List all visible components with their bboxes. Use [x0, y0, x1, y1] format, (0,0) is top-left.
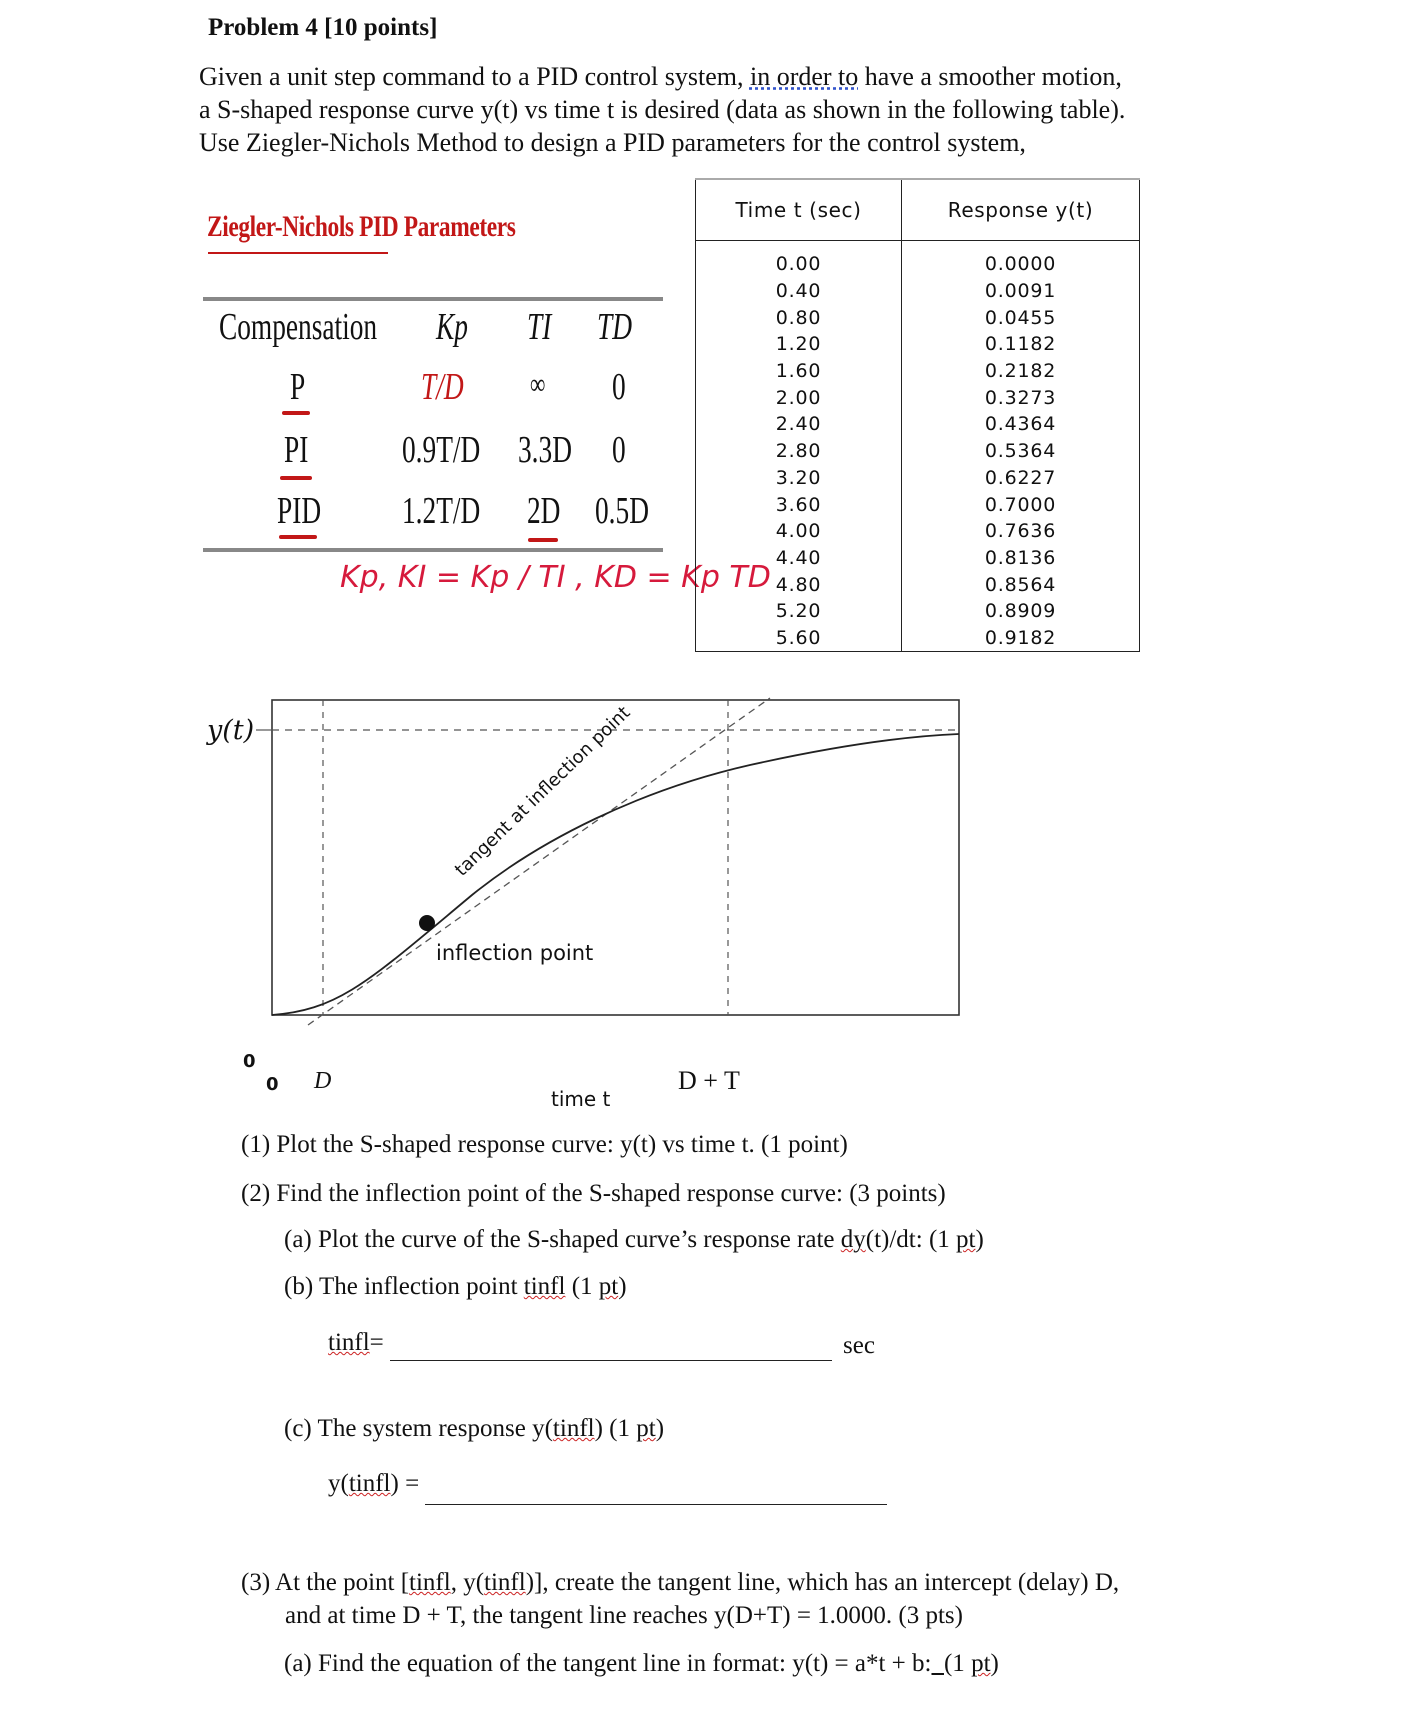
col-header-response: Response y(t) [902, 179, 1140, 241]
question-1: (1) Plot the S-shaped response curve: y(t) vs time t. (1 point) [241, 1131, 848, 1158]
time-cell: 1.20 [696, 331, 902, 358]
question-3-line1: (3) At the point [tinfl, y(tinfl)], create the tangent line, which has an intercept (delay) D, [241, 1569, 1120, 1596]
table-row [696, 598, 1140, 625]
time-cell: 4.80 [696, 571, 902, 598]
intro-line-3: Use Ziegler-Nichols Method to design a PID parameters for the control system, [199, 128, 1026, 157]
intro-line-1: Given a unit step command to a PID control system, in order to have a smoother motion, [199, 62, 1122, 91]
time-cell: 5.60 [696, 625, 902, 652]
s-curve [272, 734, 959, 1015]
zn-2d-underline [528, 538, 558, 542]
x-d-label: D [314, 1068, 332, 1094]
x-zero-label: 0 [266, 1074, 279, 1095]
response-cell: 0.1182 [902, 331, 1140, 358]
zn-header-kp: Kp [436, 306, 468, 348]
zn-row-p-ti: ∞ [530, 368, 546, 401]
time-cell: 4.00 [696, 518, 902, 545]
question-2c: (c) The system response y(tinfl) (1 pt) [284, 1415, 665, 1442]
s-curve-graph [190, 690, 980, 1110]
time-cell: 0.80 [696, 304, 902, 331]
table-row [696, 625, 1140, 652]
col-header-time: Time t (sec) [696, 179, 902, 241]
question-3a: (a) Find the equation of the tangent line in format: y(t) = a*t + b: (1 pt) [284, 1650, 999, 1677]
table-row [696, 411, 1140, 438]
response-cell: 0.0000 [902, 241, 1140, 278]
table-row [696, 545, 1140, 572]
zn-title-underline [208, 252, 388, 254]
table-row [696, 571, 1140, 598]
time-cell: 2.00 [696, 384, 902, 411]
time-cell: 0.00 [696, 241, 902, 278]
tangent-line [308, 698, 770, 1025]
question-2a: (a) Plot the curve of the S-shaped curve’s response rate dy(t)/dt: (1 pt) [284, 1226, 984, 1253]
response-cell: 0.8909 [902, 598, 1140, 625]
zn-row-pid-td: 0.5D [595, 490, 649, 532]
zn-table-title: Ziegler-Nichols PID Parameters [207, 210, 516, 243]
question-2b: (b) The inflection point tinfl (1 pt) [284, 1273, 627, 1300]
time-cell: 3.20 [696, 465, 902, 492]
response-cell: 0.0455 [902, 304, 1140, 331]
table-row [696, 438, 1140, 465]
table-row [696, 518, 1140, 545]
response-data-table [695, 178, 1140, 652]
time-cell: 2.40 [696, 411, 902, 438]
x-axis-label: time t [551, 1087, 611, 1111]
zn-row-pi-ti: 3.3D [518, 429, 572, 471]
ytinfl-answer-label: y(tinfl) = [328, 1470, 420, 1497]
zn-bottom-rule [203, 548, 663, 552]
response-cell: 0.0091 [902, 278, 1140, 305]
y-zero-label: 0 [243, 1051, 256, 1072]
time-cell: 3.60 [696, 491, 902, 518]
zn-row-pi-td: 0 [612, 429, 626, 471]
inflection-label: inflection point [436, 941, 594, 965]
response-cell: 0.7000 [902, 491, 1140, 518]
table-row [696, 358, 1140, 385]
zn-row-pi-kp: 0.9T/D [402, 429, 481, 471]
zn-pi-underline [280, 476, 312, 480]
zn-row-p-comp: P [290, 366, 306, 408]
zn-row-pi-comp: PI [284, 429, 309, 471]
table-row [696, 491, 1140, 518]
question-3-line2: and at time D + T, the tangent line reaches y(D+T) = 1.0000. (3 pts) [285, 1602, 963, 1629]
zn-row-p-td: 0 [612, 366, 626, 408]
zn-pid-underline [279, 535, 317, 539]
intro-line-2: a S-shaped response curve y(t) vs time t is desired (data as shown in the following table). [199, 95, 1126, 124]
zn-row-pid-comp: PID [277, 490, 322, 532]
zn-header-ti: TI [527, 306, 552, 348]
response-cell: 0.4364 [902, 411, 1140, 438]
time-cell: 2.80 [696, 438, 902, 465]
tangent-label: tangent at inflection point [450, 702, 635, 881]
tinfl-answer-label: tinfl= [328, 1329, 384, 1356]
time-cell: 4.40 [696, 545, 902, 572]
problem-intro [199, 60, 1379, 159]
response-cell: 0.8564 [902, 571, 1140, 598]
zn-row-pid-kp: 1.2T/D [402, 490, 481, 532]
table-row [696, 331, 1140, 358]
zn-row-p-kp: T/D [421, 366, 464, 408]
table-row [696, 241, 1140, 278]
inflection-point-dot [419, 915, 435, 931]
tinfl-answer-blank[interactable] [390, 1360, 832, 1361]
zn-top-rule [203, 297, 663, 301]
problem-title: Problem 4 [10 points] [208, 14, 438, 41]
x-dt-label: D + T [678, 1066, 740, 1095]
time-cell: 5.20 [696, 598, 902, 625]
plot-frame [272, 700, 959, 1015]
response-cell: 0.8136 [902, 545, 1140, 572]
response-cell: 0.2182 [902, 358, 1140, 385]
response-cell: 0.7636 [902, 518, 1140, 545]
question-2: (2) Find the inflection point of the S-shaped response curve: (3 points) [241, 1180, 946, 1207]
zn-p-underline [282, 411, 310, 415]
time-cell: 0.40 [696, 278, 902, 305]
response-cell: 0.5364 [902, 438, 1140, 465]
table-row [696, 465, 1140, 492]
y-axis-label: y(t) [207, 715, 255, 746]
zn-row-pid-ti: 2D [527, 490, 561, 532]
response-cell: 0.6227 [902, 465, 1140, 492]
table-row [696, 278, 1140, 305]
ytinfl-answer-blank[interactable] [425, 1504, 887, 1505]
tinfl-unit: sec [843, 1332, 875, 1359]
response-cell: 0.9182 [902, 625, 1140, 652]
time-cell: 1.60 [696, 358, 902, 385]
zn-header-compensation: Compensation [219, 306, 378, 348]
handwritten-formula: Kp, KI = Kp / TI , KD = Kp TD [340, 560, 771, 595]
table-row [696, 304, 1140, 331]
response-cell: 0.3273 [902, 384, 1140, 411]
zn-header-td: TD [597, 306, 632, 348]
table-row [696, 384, 1140, 411]
